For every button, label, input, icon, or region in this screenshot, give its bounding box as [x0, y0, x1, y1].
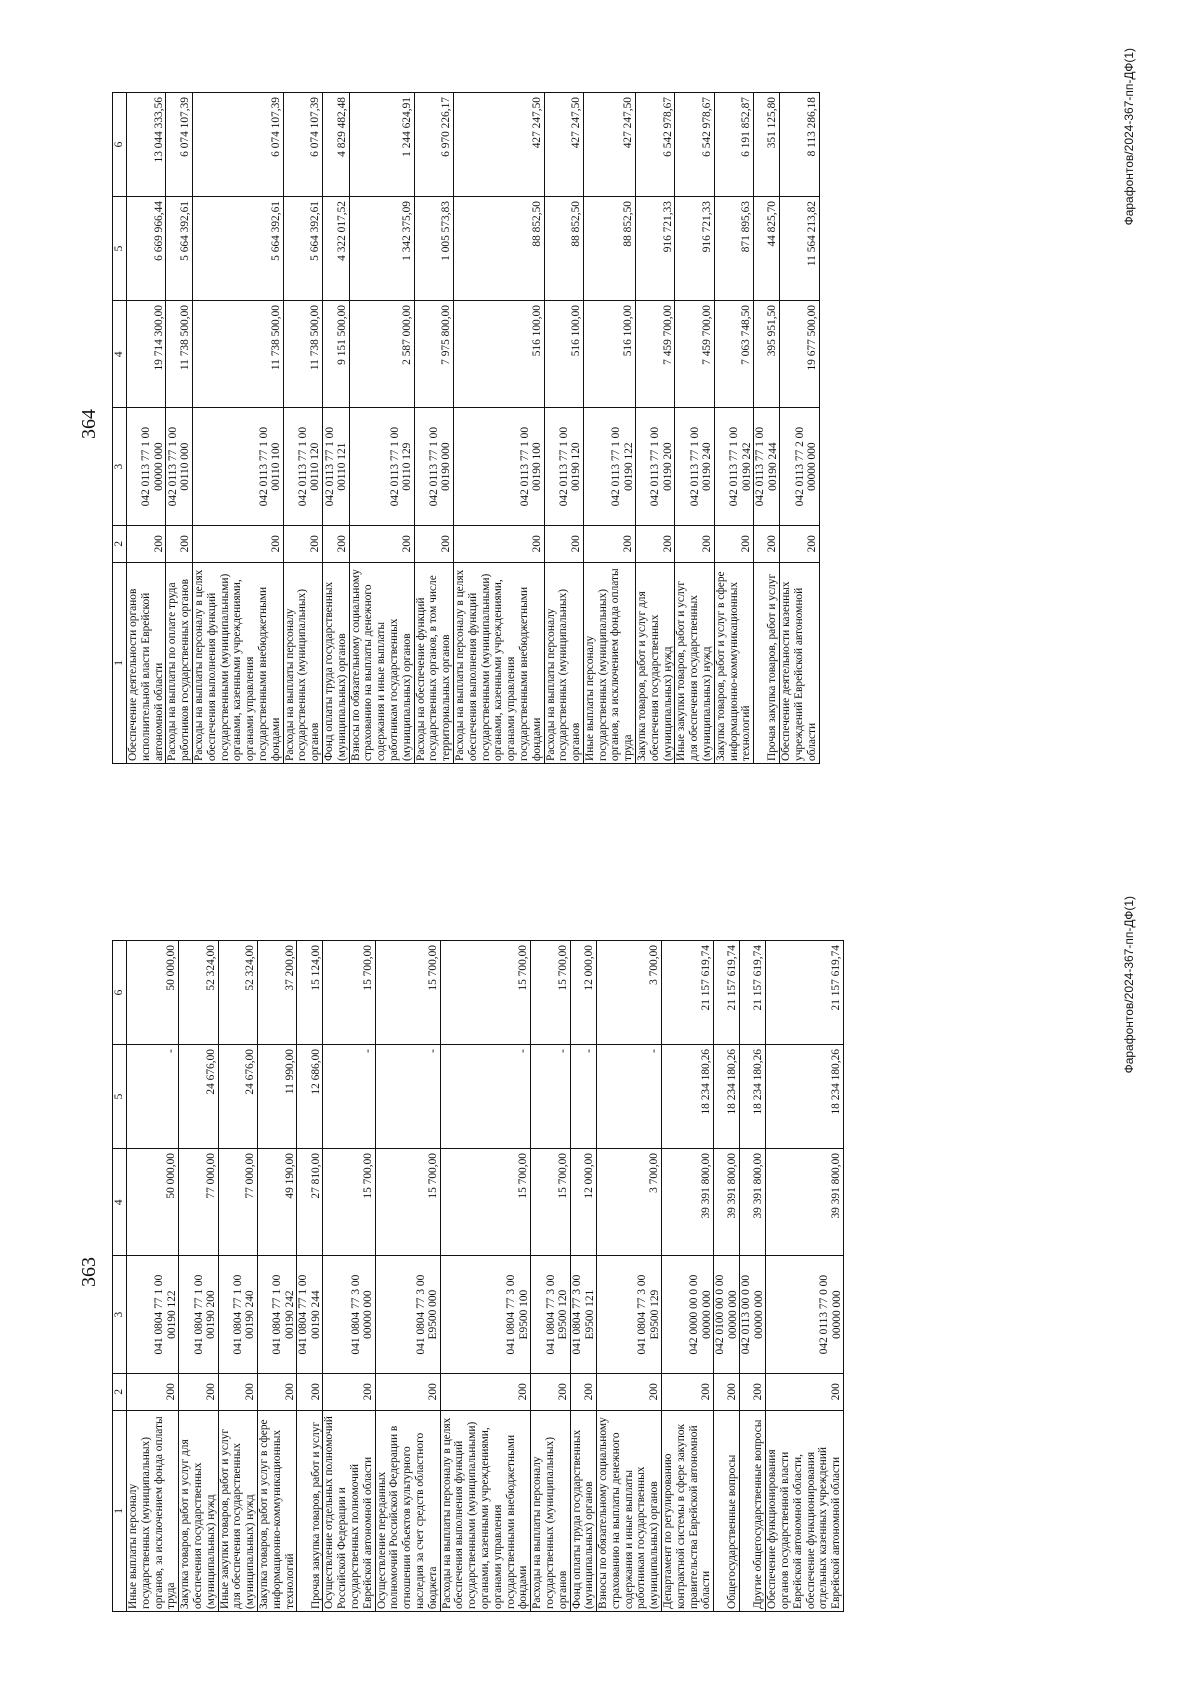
remaining-amount-cell: 21 157 619,74 — [766, 941, 844, 1045]
table-row — [583, 93, 635, 764]
row-name-cell: Общегосударственные вопросы — [714, 1410, 740, 1611]
executed-amount-cell: 18 234 180,26 — [740, 1045, 766, 1149]
admin-code-cell: 200 — [531, 1373, 570, 1410]
row-name-cell: Осуществление отдельных полномочий Российской Федерации и государственных полномочий Еврейской автономной области — [323, 1410, 375, 1611]
code-line: 00190 000 — [440, 442, 453, 491]
code-line: 00000 000 — [152, 442, 165, 491]
remaining-amount-cell: 427 247,50 — [453, 93, 544, 197]
remaining-amount-cell: 6 970 226,17 — [414, 93, 453, 197]
executed-amount-cell: 871 895,63 — [714, 197, 753, 301]
table-row — [780, 93, 819, 764]
code-line: 041 0804 77 3 00 — [544, 1274, 557, 1355]
classification-code-cell — [754, 408, 780, 525]
table-row — [257, 941, 296, 1612]
code-line: 00000 000 — [726, 1290, 739, 1339]
table-row — [414, 93, 453, 764]
code-line: 042 0000 00 0 00 — [688, 1274, 701, 1355]
approved-amount-cell: 11 738 500,00 — [166, 301, 193, 408]
page-spread-bottom — [0, 848, 1200, 1696]
document-footer: Фарафонтов/2024-367-пп-ДФ(1) — [1122, 48, 1136, 226]
code-line: 00190 240 — [244, 1290, 257, 1339]
approved-amount-cell: 39 391 800,00 — [714, 1149, 740, 1256]
code-line: Е9500 121 — [583, 1289, 596, 1340]
code-line: 041 0804 77 1 00 — [231, 1274, 244, 1355]
column-header: 1 — [113, 1410, 127, 1611]
table-row — [636, 93, 675, 764]
remaining-amount-cell: 6 191 852,87 — [714, 93, 753, 197]
executed-amount-cell: 88 852,50 — [544, 197, 583, 301]
classification-code-cell — [714, 1256, 740, 1373]
remaining-amount-cell: 427 247,50 — [544, 93, 583, 197]
classification-code-cell — [675, 408, 714, 525]
admin-code-cell: 200 — [636, 525, 675, 562]
executed-amount-cell: - — [531, 1045, 570, 1149]
table-row — [453, 93, 544, 764]
row-name-cell: Обеспечение деятельности органов исполнительной власти Еврейской автономной области — [127, 562, 166, 763]
row-name-cell: Фонд оплаты труда государственных (муниципальных) органов — [570, 1410, 597, 1611]
page-spread-top — [0, 0, 1200, 848]
page-number: 363 — [78, 1257, 100, 1287]
classification-code-cell — [597, 1256, 662, 1373]
code-line: 00190 120 — [570, 442, 583, 491]
row-name-cell: Фонд оплаты труда государственных (муниципальных) органов — [322, 562, 349, 763]
row-name-cell: Закупка товаров, работ и услуг в сфере информационно-коммуникационных технологий — [714, 562, 753, 763]
approved-amount-cell: 11 738 500,00 — [283, 301, 322, 408]
approved-amount-cell: 516 100,00 — [544, 301, 583, 408]
approved-amount-cell: 15 700,00 — [323, 1149, 375, 1256]
admin-code-cell: 200 — [349, 525, 414, 562]
remaining-amount-cell: 15 700,00 — [375, 941, 440, 1045]
approved-amount-cell: 2 587 000,00 — [349, 301, 414, 408]
executed-amount-cell: - — [440, 1045, 531, 1149]
executed-amount-cell: - — [127, 1045, 179, 1149]
code-line: 042 0113 77 1 00 — [518, 426, 531, 507]
table-row — [570, 941, 597, 1612]
row-name-cell: Закупка товаров, работ и услуг для обеспечения государственных (муниципальных) нужд — [636, 562, 675, 763]
executed-amount-cell: 11 564 213,82 — [780, 197, 819, 301]
code-line: 00110 129 — [401, 442, 414, 491]
code-line: 00000 000 — [700, 1290, 713, 1339]
table-row — [179, 941, 218, 1612]
admin-code-cell: 200 — [583, 525, 635, 562]
row-name-cell: Расходы на обеспечение функций государственных органов, в том числе территориальных органов — [414, 562, 453, 763]
approved-amount-cell: 7 459 700,00 — [636, 301, 675, 408]
code-line: 00190 122 — [165, 1290, 178, 1339]
executed-amount-cell: 88 852,50 — [453, 197, 544, 301]
executed-amount-cell: 24 676,00 — [179, 1045, 218, 1149]
executed-amount-cell: 88 852,50 — [583, 197, 635, 301]
admin-code-cell: 200 — [780, 525, 819, 562]
admin-code-cell: 200 — [127, 1373, 179, 1410]
code-line: 041 0804 77 3 00 — [505, 1274, 518, 1355]
remaining-amount-cell: 15 700,00 — [323, 941, 375, 1045]
code-line: 00110 121 — [336, 442, 349, 491]
approved-amount-cell: 7 459 700,00 — [675, 301, 714, 408]
remaining-amount-cell: 4 829 482,48 — [322, 93, 349, 197]
approved-amount-cell: 39 391 800,00 — [766, 1149, 844, 1256]
admin-code-cell: 200 — [675, 525, 714, 562]
table-row — [740, 941, 766, 1612]
code-line: 00190 200 — [661, 442, 674, 491]
approved-amount-cell: 12 000,00 — [570, 1149, 597, 1256]
approved-amount-cell: 516 100,00 — [583, 301, 635, 408]
column-header: 6 — [113, 941, 127, 1045]
table-row — [675, 93, 714, 764]
classification-code-cell — [283, 408, 322, 525]
classification-code-cell — [453, 408, 544, 525]
executed-amount-cell: 5 664 392,61 — [192, 197, 283, 301]
classification-code-cell — [440, 1256, 531, 1373]
remaining-amount-cell: 52 324,00 — [179, 941, 218, 1045]
table-row — [218, 941, 257, 1612]
code-line: 00110 100 — [270, 442, 283, 491]
table-row — [714, 93, 753, 764]
admin-code-cell: 200 — [257, 1373, 296, 1410]
admin-code-cell: 200 — [297, 1373, 323, 1410]
column-header: 2 — [113, 525, 127, 562]
code-line: 00190 122 — [622, 442, 635, 491]
row-name-cell: Иные закупки товаров, работ и услуг для обеспечения государственных (муниципальных) нужд — [218, 1410, 257, 1611]
code-line: 00000 000 — [830, 1290, 843, 1339]
code-line: 00190 200 — [205, 1290, 218, 1339]
code-line: Е9500 120 — [557, 1289, 569, 1340]
budget-table — [112, 940, 844, 1612]
code-line: 00000 000 — [752, 1290, 765, 1339]
table-row — [714, 941, 740, 1612]
approved-amount-cell: 7 063 748,50 — [714, 301, 753, 408]
code-line: 042 0113 77 1 00 — [257, 426, 270, 507]
column-header: 6 — [113, 93, 127, 197]
remaining-amount-cell: 6 542 978,67 — [675, 93, 714, 197]
code-line: 00190 240 — [701, 442, 714, 491]
row-name-cell: Расходы на выплаты персоналу государственных (муниципальных) органов — [531, 1410, 570, 1611]
table-row — [375, 941, 440, 1612]
approved-amount-cell: 3 700,00 — [597, 1149, 662, 1256]
code-line: 041 0804 77 1 00 — [271, 1274, 284, 1355]
approved-amount-cell: 39 391 800,00 — [740, 1149, 766, 1256]
column-header: 4 — [113, 301, 127, 408]
approved-amount-cell: 19 677 500,00 — [780, 301, 819, 408]
table-row — [597, 941, 662, 1612]
code-line: 042 0113 77 2 00 — [793, 426, 806, 507]
classification-code-cell — [531, 1256, 570, 1373]
admin-code-cell: 200 — [323, 1373, 375, 1410]
row-name-cell: Осуществление переданных полномочий Российской Федерации в отношении объектов культурного наследия за счет средств областного бюджета — [375, 1410, 440, 1611]
table-row — [192, 93, 283, 764]
table-row — [544, 93, 583, 764]
admin-code-cell: 200 — [662, 1373, 714, 1410]
admin-code-cell: 200 — [179, 1373, 218, 1410]
code-line: Е9500 129 — [648, 1289, 661, 1340]
admin-code-cell: 200 — [714, 525, 753, 562]
approved-amount-cell: 9 151 500,00 — [322, 301, 349, 408]
approved-amount-cell: 7 975 800,00 — [414, 301, 453, 408]
row-name-cell: Другие общегосударственные вопросы — [740, 1410, 766, 1611]
executed-amount-cell: 24 676,00 — [218, 1045, 257, 1149]
code-line: 041 0804 77 1 00 — [192, 1274, 205, 1355]
executed-amount-cell: 1 005 573,83 — [414, 197, 453, 301]
row-name-cell: Закупка товаров, работ и услуг в сфере информационно-коммуникационных технологий — [257, 1410, 296, 1611]
row-name-cell: Обеспечение деятельности казенных учреждений Еврейской автономной области — [780, 562, 819, 763]
code-line: 042 0113 77 1 00 — [296, 426, 309, 507]
row-name-cell: Прочая закупка товаров, работ и услуг — [754, 562, 780, 763]
classification-code-cell — [766, 1256, 844, 1373]
executed-amount-cell: - — [323, 1045, 375, 1149]
approved-amount-cell: 11 738 500,00 — [192, 301, 283, 408]
admin-code-cell: 200 — [440, 1373, 531, 1410]
remaining-amount-cell: 6 542 978,67 — [636, 93, 675, 197]
executed-amount-cell: 12 686,00 — [297, 1045, 323, 1149]
admin-code-cell: 200 — [453, 525, 544, 562]
row-name-cell: Расходы на выплаты персоналу государственных (муниципальных) органов — [283, 562, 322, 763]
approved-amount-cell: 15 700,00 — [375, 1149, 440, 1256]
budget-table — [112, 92, 820, 764]
remaining-amount-cell: 15 700,00 — [440, 941, 531, 1045]
classification-code-cell — [583, 408, 635, 525]
classification-code-cell — [714, 408, 753, 525]
column-header: 5 — [113, 197, 127, 301]
classification-code-cell — [636, 408, 675, 525]
row-name-cell: Расходы на выплаты персоналу в целях обеспечения выполнения функций государственными (муниципальными) органами, казенными учреждениями, органами управления государственными внебюджетными фондами — [192, 562, 283, 763]
executed-amount-cell: 11 990,00 — [257, 1045, 296, 1149]
remaining-amount-cell: 1 244 624,91 — [349, 93, 414, 197]
admin-code-cell: 200 — [754, 525, 780, 562]
code-line: 042 0113 77 1 00 — [688, 426, 701, 507]
table-row — [297, 941, 323, 1612]
code-line: 00000 000 — [362, 1290, 375, 1339]
row-name-cell: Расходы на выплаты по оплате труда работников государственных органов — [166, 562, 193, 763]
table-row — [322, 93, 349, 764]
row-name-cell: Взносы по обязательному социальному страхованию на выплаты денежного содержания и иные выплаты работникам государственных (муниципальных) органов — [597, 1410, 662, 1611]
executed-amount-cell: 916 721,33 — [636, 197, 675, 301]
row-name-cell: Расходы на выплаты персоналу государственных (муниципальных) органов — [544, 562, 583, 763]
code-line: 042 0113 77 1 00 — [140, 426, 153, 507]
column-header: 4 — [113, 1149, 127, 1256]
remaining-amount-cell: 6 074 107,39 — [283, 93, 322, 197]
code-line: 00190 242 — [740, 442, 753, 491]
code-line: 00190 244 — [766, 442, 779, 491]
row-name-cell: Иные выплаты персоналу государственных (муниципальных) органов, за исключением фонда оплаты труда — [127, 1410, 179, 1611]
code-line: 00000 000 — [806, 442, 819, 491]
remaining-amount-cell: 351 125,80 — [754, 93, 780, 197]
table-row — [127, 941, 179, 1612]
classification-code-cell — [322, 408, 349, 525]
admin-code-cell: 200 — [218, 1373, 257, 1410]
remaining-amount-cell: 15 700,00 — [531, 941, 570, 1045]
remaining-amount-cell: 3 700,00 — [597, 941, 662, 1045]
classification-code-cell — [570, 1256, 597, 1373]
row-name-cell: Закупка товаров, работ и услуг для обеспечения государственных (муниципальных) нужд — [179, 1410, 218, 1611]
column-header: 5 — [113, 1045, 127, 1149]
admin-code-cell: 200 — [597, 1373, 662, 1410]
remaining-amount-cell: 427 247,50 — [583, 93, 635, 197]
column-header: 1 — [113, 562, 127, 763]
code-line: 041 0804 77 3 00 — [414, 1274, 427, 1355]
approved-amount-cell: 27 810,00 — [297, 1149, 323, 1256]
table-row — [662, 941, 714, 1612]
classification-code-cell — [780, 408, 819, 525]
row-name-cell: Расходы на выплаты персоналу в целях обеспечения выполнения функций государственными (муниципальными) органами, казенными учреждениями, органами управления государственными внебюджетными фондами — [440, 1410, 531, 1611]
row-name-cell: Департамент по регулированию контрактной системы в сфере закупок правительства Еврейской автономной области — [662, 1410, 714, 1611]
table-row — [127, 93, 166, 764]
remaining-amount-cell: 21 157 619,74 — [740, 941, 766, 1045]
approved-amount-cell: 15 700,00 — [440, 1149, 531, 1256]
code-line: 00190 244 — [309, 1290, 322, 1339]
classification-code-cell — [544, 408, 583, 525]
code-line: 042 0113 77 1 00 — [649, 426, 662, 507]
rotated-page — [0, 0, 1200, 848]
approved-amount-cell: 50 000,00 — [127, 1149, 179, 1256]
code-line: 00110 000 — [179, 442, 192, 491]
remaining-amount-cell: 8 113 286,18 — [780, 93, 819, 197]
remaining-amount-cell: 52 324,00 — [218, 941, 257, 1045]
code-line: 041 0804 77 3 00 — [571, 1274, 584, 1355]
code-line: 042 0113 77 1 00 — [166, 426, 179, 507]
classification-code-cell — [323, 1256, 375, 1373]
code-line: 041 0804 77 1 00 — [153, 1274, 166, 1355]
executed-amount-cell: - — [375, 1045, 440, 1149]
table-row — [754, 93, 780, 764]
remaining-amount-cell: 21 157 619,74 — [662, 941, 714, 1045]
remaining-amount-cell: 6 074 107,39 — [166, 93, 193, 197]
document-footer: Фарафонтов/2024-367-пп-ДФ(1) — [1122, 896, 1136, 1074]
code-line: 041 0804 77 3 00 — [349, 1274, 362, 1355]
code-line: 042 0113 77 1 00 — [388, 426, 401, 507]
admin-code-cell: 200 — [166, 525, 193, 562]
classification-code-cell — [127, 408, 166, 525]
row-name-cell: Иные выплаты персоналу государственных (муниципальных) органов, за исключением фонда оплаты труда — [583, 562, 635, 763]
executed-amount-cell: 6 669 966,44 — [127, 197, 166, 301]
classification-code-cell — [192, 408, 283, 525]
code-line: 041 0804 77 1 00 — [297, 1274, 310, 1355]
code-line: 042 0113 77 1 00 — [323, 426, 336, 507]
code-line: 042 0113 77 1 00 — [728, 426, 741, 507]
table-row — [766, 941, 844, 1612]
remaining-amount-cell: 37 200,00 — [257, 941, 296, 1045]
classification-code-cell — [297, 1256, 323, 1373]
code-line: 042 0113 77 1 00 — [610, 426, 623, 507]
code-line: 042 0113 00 0 00 — [740, 1274, 753, 1355]
classification-code-cell — [349, 408, 414, 525]
admin-code-cell: 200 — [544, 525, 583, 562]
column-header: 3 — [113, 1256, 127, 1373]
executed-amount-cell: 5 664 392,61 — [283, 197, 322, 301]
approved-amount-cell: 39 391 800,00 — [662, 1149, 714, 1256]
executed-amount-cell: - — [597, 1045, 662, 1149]
column-header: 2 — [113, 1373, 127, 1410]
table-row — [166, 93, 193, 764]
code-line: 00190 100 — [531, 442, 543, 491]
row-name-cell: Расходы на выплаты персоналу в целях обеспечения выполнения функций государственными (муниципальными) органами, казенными учреждениями, органами управления государственными внебюджетными фондами — [453, 562, 544, 763]
approved-amount-cell: 49 190,00 — [257, 1149, 296, 1256]
remaining-amount-cell: 15 124,00 — [297, 941, 323, 1045]
approved-amount-cell: 395 951,50 — [754, 301, 780, 408]
executed-amount-cell: 1 342 375,09 — [349, 197, 414, 301]
remaining-amount-cell: 21 157 619,74 — [714, 941, 740, 1045]
admin-code-cell: 200 — [375, 1373, 440, 1410]
approved-amount-cell: 516 100,00 — [453, 301, 544, 408]
admin-code-cell: 200 — [127, 525, 166, 562]
row-name-cell: Прочая закупка товаров, работ и услуг — [297, 1410, 323, 1611]
executed-amount-cell: 916 721,33 — [675, 197, 714, 301]
executed-amount-cell: 18 234 180,26 — [714, 1045, 740, 1149]
code-line: 042 0113 77 0 00 — [818, 1274, 831, 1355]
code-line: 00190 242 — [283, 1290, 296, 1339]
table-row — [323, 941, 375, 1612]
executed-amount-cell: 44 825,70 — [754, 197, 780, 301]
admin-code-cell: 200 — [570, 1373, 597, 1410]
remaining-amount-cell: 6 074 107,39 — [192, 93, 283, 197]
code-line: Е9500 100 — [517, 1289, 530, 1340]
executed-amount-cell: 18 234 180,26 — [662, 1045, 714, 1149]
admin-code-cell: 200 — [192, 525, 283, 562]
code-line: 00110 120 — [309, 442, 322, 491]
rotated-page — [0, 848, 1200, 1696]
admin-code-cell: 200 — [740, 1373, 766, 1410]
admin-code-cell: 200 — [714, 1373, 740, 1410]
code-line: 042 0113 77 1 00 — [557, 426, 570, 507]
row-name-cell: Обеспечение функционирования органов государственной власти Еврейской автономной области, обеспечение функционирования отдельных казенных учреждений Еврейской автономной области — [766, 1410, 844, 1611]
approved-amount-cell: 19 714 300,00 — [127, 301, 166, 408]
admin-code-cell: 200 — [322, 525, 349, 562]
code-line: 042 0113 77 1 00 — [754, 426, 767, 507]
remaining-amount-cell: 12 000,00 — [570, 941, 597, 1045]
code-line: 042 0113 77 1 00 — [427, 426, 440, 507]
executed-amount-cell: 18 234 180,26 — [766, 1045, 844, 1149]
admin-code-cell: 200 — [766, 1373, 844, 1410]
executed-amount-cell: 5 664 392,61 — [166, 197, 193, 301]
classification-code-cell — [662, 1256, 714, 1373]
approved-amount-cell: 77 000,00 — [218, 1149, 257, 1256]
admin-code-cell: 200 — [414, 525, 453, 562]
table-header-row — [113, 941, 127, 1612]
executed-amount-cell: - — [570, 1045, 597, 1149]
executed-amount-cell: 4 322 017,52 — [322, 197, 349, 301]
table-header-row — [113, 93, 127, 764]
classification-code-cell — [218, 1256, 257, 1373]
approved-amount-cell: 77 000,00 — [179, 1149, 218, 1256]
table-row — [531, 941, 570, 1612]
table-row — [440, 941, 531, 1612]
classification-code-cell — [414, 408, 453, 525]
classification-code-cell — [166, 408, 193, 525]
table-row — [283, 93, 322, 764]
column-header: 3 — [113, 408, 127, 525]
code-line: 042 0100 00 0 00 — [714, 1274, 727, 1355]
classification-code-cell — [740, 1256, 766, 1373]
classification-code-cell — [127, 1256, 179, 1373]
row-name-cell: Взносы по обязательному социальному страхованию на выплаты денежного содержания и иные выплаты работникам государственных (муниципальных) органов — [349, 562, 414, 763]
code-line: 041 0804 77 3 00 — [636, 1274, 649, 1355]
code-line: Е9500 000 — [427, 1289, 440, 1340]
remaining-amount-cell: 50 000,00 — [127, 941, 179, 1045]
classification-code-cell — [375, 1256, 440, 1373]
row-name-cell: Иные закупки товаров, работ и услуг для обеспечения государственных (муниципальных) нужд — [675, 562, 714, 763]
table-row — [349, 93, 414, 764]
classification-code-cell — [257, 1256, 296, 1373]
admin-code-cell: 200 — [283, 525, 322, 562]
remaining-amount-cell: 13 044 333,56 — [127, 93, 166, 197]
approved-amount-cell: 15 700,00 — [531, 1149, 570, 1256]
classification-code-cell — [179, 1256, 218, 1373]
page-number: 364 — [78, 409, 100, 439]
